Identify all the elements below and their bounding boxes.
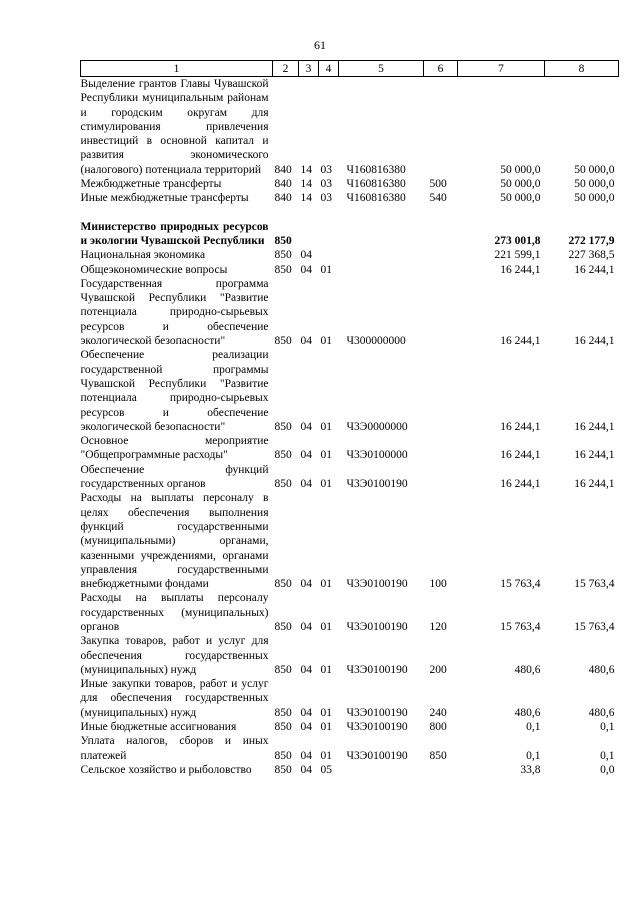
expense-type-cell <box>424 434 458 463</box>
table-row <box>81 77 619 178</box>
amount-year2-cell: 16 244,1 <box>574 449 615 462</box>
spacer-cell <box>81 206 619 220</box>
amount-year2-cell: 50 000,0 <box>574 192 615 205</box>
subsection-cell: 01 <box>320 578 332 591</box>
section-cell: 04 <box>300 620 312 633</box>
amount-year1-cell: 16 244,1 <box>500 420 541 433</box>
amount-year1-cell: 16 244,1 <box>500 478 541 491</box>
subsection-cell: 05 <box>320 763 332 776</box>
amount-year1-cell: 33,8 <box>520 763 541 776</box>
expense-type-cell: 850 <box>429 749 447 762</box>
subsection-cell: 01 <box>320 706 332 719</box>
expense-type-cell: 540 <box>429 192 447 205</box>
section-cell: 04 <box>300 335 312 348</box>
amount-year1-cell: 50 000,0 <box>500 163 541 176</box>
expense-type-cell <box>424 463 458 492</box>
ministry-code-cell: 850 <box>274 478 292 491</box>
amount-year2-cell: 0,0 <box>600 763 615 776</box>
amount-year1-cell: 15 763,4 <box>500 620 541 633</box>
table-row <box>81 348 619 434</box>
amount-year1-cell: 221 599,1 <box>494 249 541 262</box>
column-header: 8 <box>545 61 619 77</box>
section-cell <box>299 220 319 249</box>
ministry-code-cell: 850 <box>274 420 292 433</box>
target-article-cell: Ч160816380 <box>346 178 406 191</box>
subsection-cell: 01 <box>320 749 332 762</box>
target-article-cell: Ч3Э0100190 <box>346 478 408 491</box>
expense-type-cell <box>424 248 458 262</box>
amount-year2-cell: 272 177,9 <box>568 234 615 247</box>
amount-year2-cell: 16 244,1 <box>574 263 615 276</box>
target-article-cell: Ч3Э0100000 <box>346 449 408 462</box>
expense-type-cell <box>424 263 458 277</box>
section-cell: 04 <box>300 706 312 719</box>
table-row <box>81 634 619 677</box>
table-row <box>81 248 619 262</box>
section-cell: 14 <box>300 192 312 205</box>
target-article-cell <box>339 263 424 277</box>
ministry-code-cell: 850 <box>274 706 292 719</box>
table-row <box>81 720 619 734</box>
expense-type-cell <box>424 77 458 178</box>
column-header-row <box>81 61 619 77</box>
column-header: 6 <box>424 61 458 77</box>
subsection-cell: 03 <box>320 192 332 205</box>
ministry-code-cell: 840 <box>274 163 292 176</box>
amount-year1-cell: 16 244,1 <box>500 263 541 276</box>
table-row <box>81 177 619 191</box>
column-header: 2 <box>273 61 299 77</box>
spacer-row <box>81 206 619 220</box>
amount-year2-cell: 227 368,5 <box>568 249 615 262</box>
table-row <box>81 591 619 634</box>
expense-type-cell <box>424 348 458 434</box>
section-cell: 14 <box>300 163 312 176</box>
amount-year2-cell: 16 244,1 <box>574 478 615 491</box>
subsection-cell: 01 <box>320 721 332 734</box>
amount-year1-cell: 0,1 <box>526 749 541 762</box>
row-name-cell: Уплата налогов, сборов и иных платежей <box>80 735 269 762</box>
amount-year2-cell: 16 244,1 <box>574 420 615 433</box>
target-article-cell <box>339 763 424 777</box>
expense-type-cell <box>424 277 458 348</box>
column-header: 4 <box>319 61 339 77</box>
amount-year2-cell: 0,1 <box>600 721 615 734</box>
row-name-cell: Иные межбюджетные трансферты <box>80 192 249 205</box>
expense-type-cell: 800 <box>429 721 447 734</box>
target-article-cell <box>339 248 424 262</box>
section-cell: 04 <box>300 420 312 433</box>
ministry-code-cell: 850 <box>274 663 292 676</box>
ministry-code-cell: 850 <box>274 449 292 462</box>
subsection-cell: 01 <box>320 449 332 462</box>
row-name-cell: Общеэкономические вопросы <box>80 263 228 276</box>
amount-year1-cell: 50 000,0 <box>500 192 541 205</box>
ministry-code-cell: 850 <box>274 335 292 348</box>
subsection-cell: 01 <box>320 335 332 348</box>
row-name-cell: Обеспечение функций государственных органов <box>80 463 269 491</box>
ministry-code-cell: 850 <box>274 749 292 762</box>
table-row <box>81 263 619 277</box>
ministry-code-cell: 850 <box>274 578 292 591</box>
subsection-cell <box>319 248 339 262</box>
column-header: 1 <box>81 61 273 77</box>
table-row <box>81 491 619 591</box>
target-article-cell: Ч300000000 <box>346 335 406 348</box>
row-name-cell: Иные закупки товаров, работ и услуг для обеспечения государственных (муниципальных) нужд <box>80 678 269 719</box>
subsection-cell: 01 <box>320 478 332 491</box>
subsection-cell: 03 <box>320 163 332 176</box>
row-name-cell: Закупка товаров, работ и услуг для обеспечения государственных (муниципальных) нужд <box>80 635 269 676</box>
page-number: 61 <box>314 38 326 52</box>
table-body <box>81 77 619 778</box>
row-name-cell: Выделение грантов Главы Чувашской Республики муниципальным районам и городским округам для стимулирования привлечения инвестиций в основной капитал и развития экономического (налогового) потенциала территорий <box>80 78 269 176</box>
budget-table <box>80 60 619 777</box>
amount-year2-cell: 50 000,0 <box>574 163 615 176</box>
column-header: 7 <box>458 61 545 77</box>
target-article-cell: Ч160816380 <box>346 192 406 205</box>
target-article-cell: Ч3Э0000000 <box>346 420 408 433</box>
table-row <box>81 463 619 492</box>
table-row <box>81 763 619 777</box>
amount-year2-cell: 16 244,1 <box>574 335 615 348</box>
ministry-code-cell: 840 <box>274 192 292 205</box>
target-article-cell: Ч160816380 <box>346 163 406 176</box>
target-article-cell: Ч3Э0100190 <box>346 578 408 591</box>
target-article-cell: Ч3Э0100190 <box>346 620 408 633</box>
ministry-code-cell: 850 <box>274 263 292 276</box>
target-article-cell: Ч3Э0100190 <box>346 721 408 734</box>
amount-year1-cell: 16 244,1 <box>500 449 541 462</box>
table-row <box>81 191 619 205</box>
amount-year2-cell: 50 000,0 <box>574 178 615 191</box>
amount-year1-cell: 0,1 <box>526 721 541 734</box>
section-cell: 04 <box>300 478 312 491</box>
target-article-cell: Ч3Э0100190 <box>346 749 408 762</box>
column-header: 5 <box>339 61 424 77</box>
row-name-cell: Основное мероприятие "Общепрограммные расходы" <box>80 435 269 462</box>
subsection-cell <box>319 220 339 249</box>
section-cell: 04 <box>300 721 312 734</box>
subsection-cell: 01 <box>320 663 332 676</box>
column-header: 3 <box>299 61 319 77</box>
amount-year2-cell: 480,6 <box>588 663 615 676</box>
section-cell: 04 <box>300 249 312 262</box>
subsection-cell: 01 <box>320 263 332 276</box>
target-article-cell: Ч3Э0100190 <box>346 706 408 719</box>
amount-year1-cell: 50 000,0 <box>500 178 541 191</box>
table-row <box>81 677 619 720</box>
expense-type-cell: 500 <box>429 178 447 191</box>
expense-type-cell: 200 <box>429 663 447 676</box>
section-cell: 04 <box>300 663 312 676</box>
section-cell: 04 <box>300 749 312 762</box>
amount-year1-cell: 480,6 <box>514 663 541 676</box>
amount-year1-cell: 480,6 <box>514 706 541 719</box>
expense-type-cell <box>424 763 458 777</box>
row-name-cell: Обеспечение реализации государственной программы Чувашской Республики "Развитие потенциала природно-сырьевых ресурсов и обеспечение экологической безопасности" <box>80 349 269 433</box>
expense-type-cell <box>424 220 458 249</box>
expense-type-cell: 120 <box>429 620 447 633</box>
row-name-cell: Национальная экономика <box>80 249 206 262</box>
amount-year1-cell: 273 001,8 <box>494 234 541 247</box>
row-name-cell: Расходы на выплаты персоналу государственных (муниципальных) органов <box>80 592 269 633</box>
subsection-cell: 03 <box>320 178 332 191</box>
target-article-cell <box>339 220 424 249</box>
section-cell: 04 <box>300 578 312 591</box>
amount-year2-cell: 480,6 <box>588 706 615 719</box>
amount-year2-cell: 15 763,4 <box>574 620 615 633</box>
row-name-cell: Сельское хозяйство и рыболовство <box>80 763 252 776</box>
amount-year1-cell: 16 244,1 <box>500 335 541 348</box>
row-name-cell: Государственная программа Чувашской Республики "Развитие потенциала природно-сырьевых ресурсов и обеспечение экологической безопасности" <box>80 277 269 348</box>
ministry-code-cell: 850 <box>274 249 292 262</box>
ministry-code-cell: 840 <box>274 178 292 191</box>
section-cell: 14 <box>300 178 312 191</box>
row-name-cell: Министерство природных ресурсов и экологии Чувашской Республики <box>80 220 269 247</box>
ministry-code-cell: 850 <box>274 234 292 247</box>
amount-year2-cell: 0,1 <box>600 749 615 762</box>
ministry-code-cell: 850 <box>274 721 292 734</box>
ministry-code-cell: 850 <box>274 620 292 633</box>
section-cell: 04 <box>300 263 312 276</box>
subsection-cell: 01 <box>320 620 332 633</box>
section-cell: 04 <box>300 449 312 462</box>
table-row <box>81 434 619 463</box>
amount-year1-cell: 15 763,4 <box>500 578 541 591</box>
target-article-cell: Ч3Э0100190 <box>346 663 408 676</box>
amount-year2-cell: 15 763,4 <box>574 578 615 591</box>
row-name-cell: Расходы на выплаты персоналу в целях обеспечения выполнения функций государственными (муниципальными) органами, казенными учреждениями, органами управления государственными внебюджетными фондами <box>80 492 269 591</box>
expense-type-cell: 100 <box>429 578 447 591</box>
subsection-cell: 01 <box>320 420 332 433</box>
row-name-cell: Иные бюджетные ассигнования <box>80 721 237 734</box>
expense-type-cell: 240 <box>429 706 447 719</box>
ministry-code-cell: 850 <box>274 763 292 776</box>
table-row <box>81 734 619 763</box>
row-name-cell: Межбюджетные трансферты <box>80 178 222 191</box>
table-row <box>81 277 619 348</box>
table-row <box>81 220 619 249</box>
section-cell: 04 <box>300 763 312 776</box>
